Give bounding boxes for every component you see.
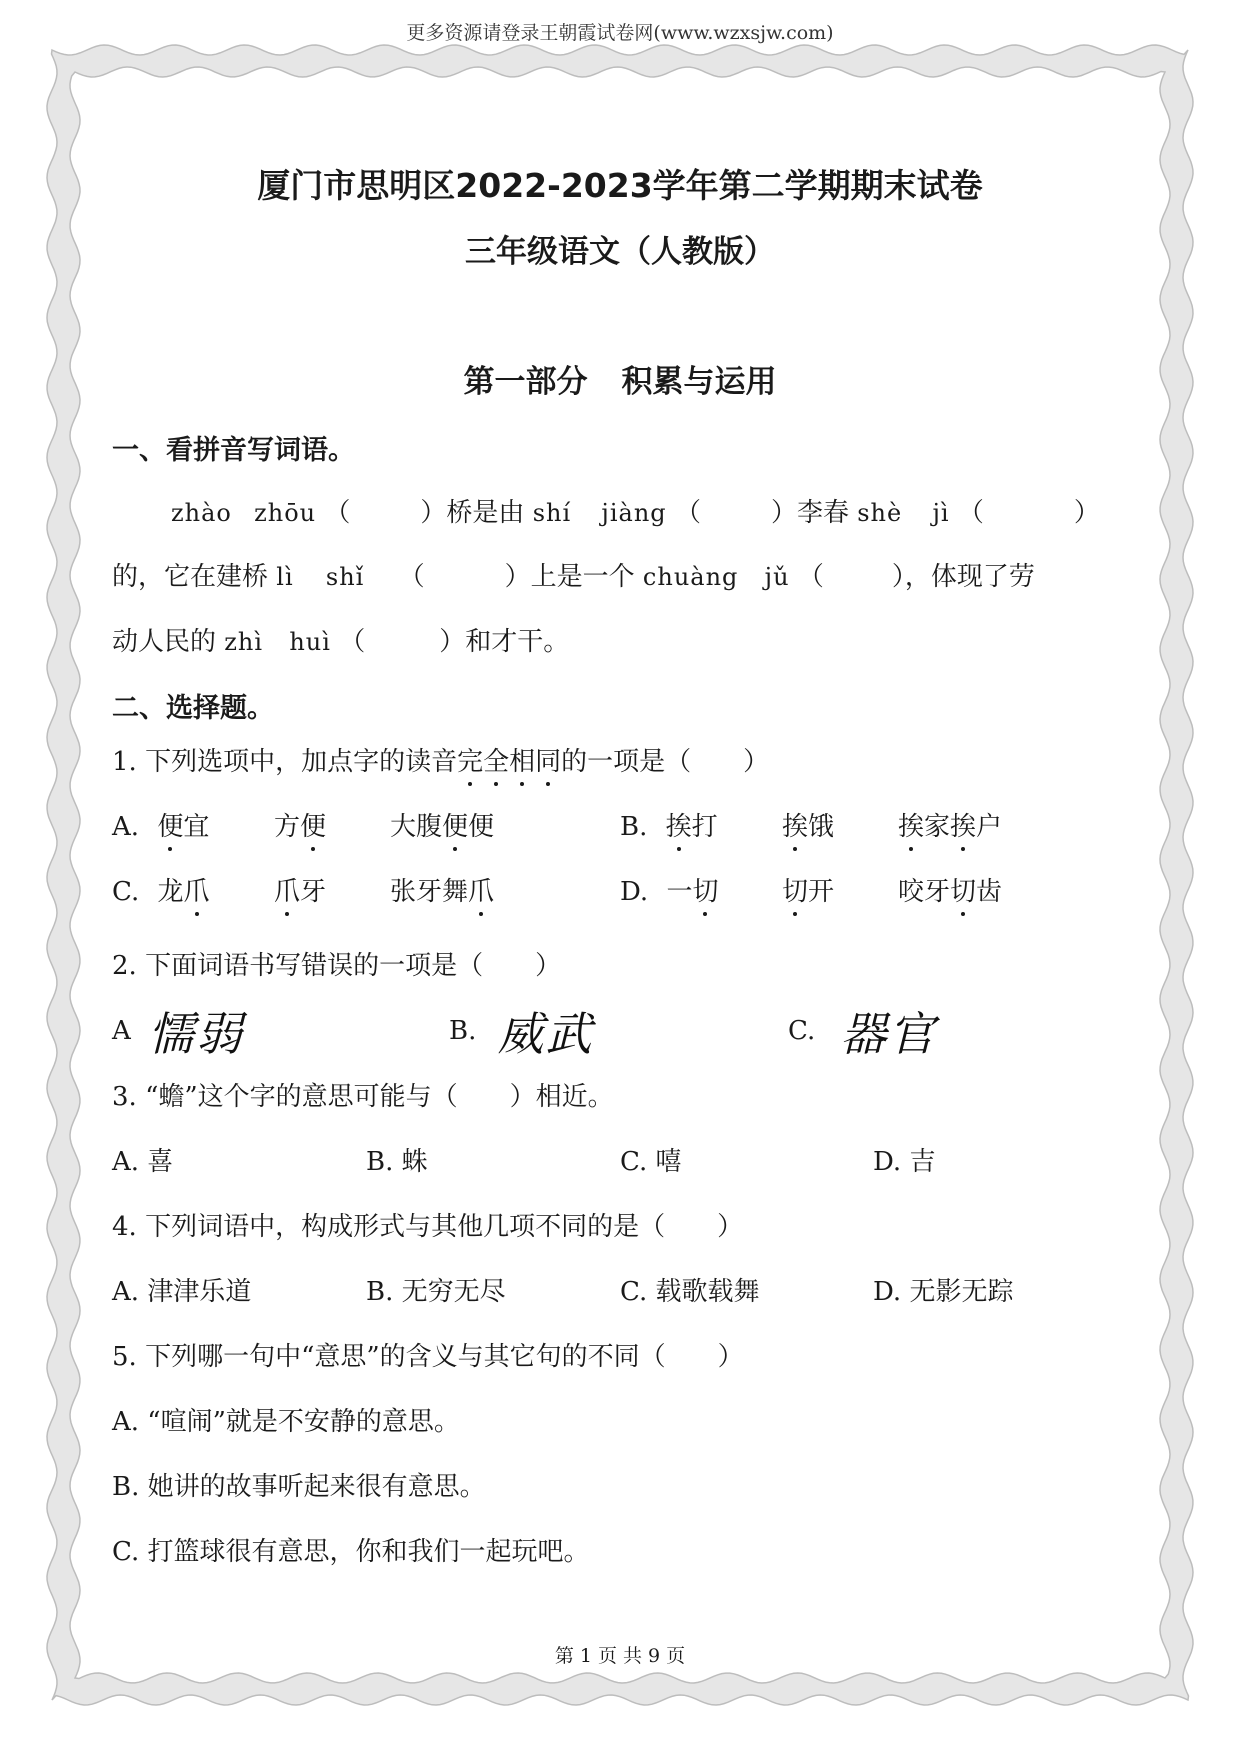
pinyin: shǐ [325, 563, 365, 591]
part-heading [0, 356, 1240, 401]
question-2-option-c[interactable]: C. 器官 [788, 1007, 937, 1061]
question-1-option-b[interactable]: B. 挨打 [620, 806, 718, 843]
pinyin: shè [857, 499, 903, 527]
question-5-option-b[interactable]: B. 她讲的故事听起来很有意思。 [112, 1472, 486, 1502]
pinyin-line-3 [112, 621, 569, 658]
text: ）李春 [770, 498, 849, 528]
question-2-option-a[interactable]: A 懦弱 [112, 1007, 244, 1061]
pinyin: zhōu [254, 499, 317, 527]
page-footer: 第 1 页 共 9 页 [554, 1645, 686, 1667]
question-1-option-c[interactable]: C. 龙爪 [112, 871, 210, 908]
question-1-option-b-w3: 挨家挨户 [898, 806, 1002, 843]
question-1-option-a[interactable]: A. 便宜 [112, 806, 209, 843]
answer-blank[interactable]: （ [957, 498, 984, 528]
pinyin-line-2 [112, 556, 1035, 593]
text: 动人民的 [112, 627, 217, 657]
text: ） [1073, 498, 1100, 528]
question-1-option-b-w2: 挨饿 [782, 806, 834, 843]
question-3-option-a[interactable]: A. 喜 [112, 1147, 174, 1177]
answer-blank[interactable]: （ [398, 562, 425, 592]
pinyin: zhì [224, 628, 264, 656]
question-2-option-b[interactable]: B. 威武 [449, 1007, 594, 1061]
question-1-option-d-w2: 切开 [782, 871, 834, 908]
text: ）上是一个 [504, 562, 635, 592]
pinyin: jiàng [601, 499, 667, 527]
pinyin: lì [276, 563, 294, 591]
question-1-option-c-w3: 张牙舞爪 [390, 871, 494, 908]
question-4-option-b[interactable]: B. 无穷无尽 [366, 1277, 506, 1307]
question-3-option-b[interactable]: B. 蛛 [366, 1147, 428, 1177]
pinyin: chuàng [642, 563, 739, 591]
question-1-option-d[interactable]: D. 一切 [620, 871, 718, 908]
question-3-option-c[interactable]: C. 嘻 [620, 1147, 682, 1177]
question-4-option-d[interactable]: D. 无影无踪 [873, 1277, 1014, 1307]
text: ）和才干。 [439, 627, 570, 657]
question-4-stem: 4. 下列词语中，构成形式与其他几项不同的是（ ） [112, 1212, 744, 1242]
exam-title: 厦门市思明区2022-2023学年第二学期期末试卷 [257, 166, 983, 205]
question-1-option-a-w2: 方便 [274, 806, 326, 843]
text: ），体现了劳 [891, 562, 1035, 592]
question-5-option-a[interactable]: A. “喧闹”就是不安静的意思。 [112, 1407, 460, 1437]
pinyin: jǔ [764, 563, 790, 591]
answer-blank[interactable]: （ [674, 498, 701, 528]
question-1-option-c-w2: 爪牙 [274, 871, 326, 908]
question-4-option-c[interactable]: C. 载歌载舞 [620, 1277, 760, 1307]
header-note: 更多资源请登录王朝霞试卷网(www.wzxsjw.com) [406, 22, 834, 44]
text: ）桥是由 [420, 498, 525, 528]
handwritten-word: 懦弱 [147, 1007, 244, 1061]
part-label: 第一部分 [463, 364, 588, 400]
pinyin: jì [932, 499, 950, 527]
question-4-option-a[interactable]: A. 津津乐道 [112, 1277, 252, 1307]
question-5-stem: 5. 下列哪一句中“意思”的含义与其它句的不同（ ） [112, 1342, 744, 1372]
pinyin: shí [532, 499, 572, 527]
question-5-option-c[interactable]: C. 打篮球很有意思，你和我们一起玩吧。 [112, 1537, 590, 1567]
pinyin-line-1 [171, 492, 1100, 529]
handwritten-word: 威武 [497, 1007, 594, 1061]
part-name: 积累与运用 [621, 364, 777, 400]
question-1-option-a-w3: 大腹便便 [390, 806, 494, 843]
question-1-stem: 1. 下列选项中，加点字的读音完全相同的一项是（ ） [112, 741, 769, 778]
question-1-option-d-w3: 咬牙切齿 [898, 871, 1002, 908]
exam-subtitle: 三年级语文（人教版） [465, 234, 775, 270]
pinyin: huì [289, 628, 331, 656]
question-2-stem: 2. 下面词语书写错误的一项是（ ） [112, 951, 562, 981]
answer-blank[interactable]: （ [324, 498, 351, 528]
section2-heading: 二、选择题。 [112, 693, 274, 724]
handwritten-word: 器官 [840, 1007, 937, 1061]
text: 的，它在建桥 [112, 562, 269, 592]
question-3-stem: 3. “蟾”这个字的意思可能与（ ）相近。 [112, 1082, 614, 1112]
answer-blank[interactable]: （ [339, 627, 366, 657]
pinyin: zhào [171, 499, 232, 527]
answer-blank[interactable]: （ [797, 562, 824, 592]
question-3-option-d[interactable]: D. 吉 [873, 1147, 936, 1177]
section1-heading: 一、看拼音写词语。 [112, 435, 355, 466]
